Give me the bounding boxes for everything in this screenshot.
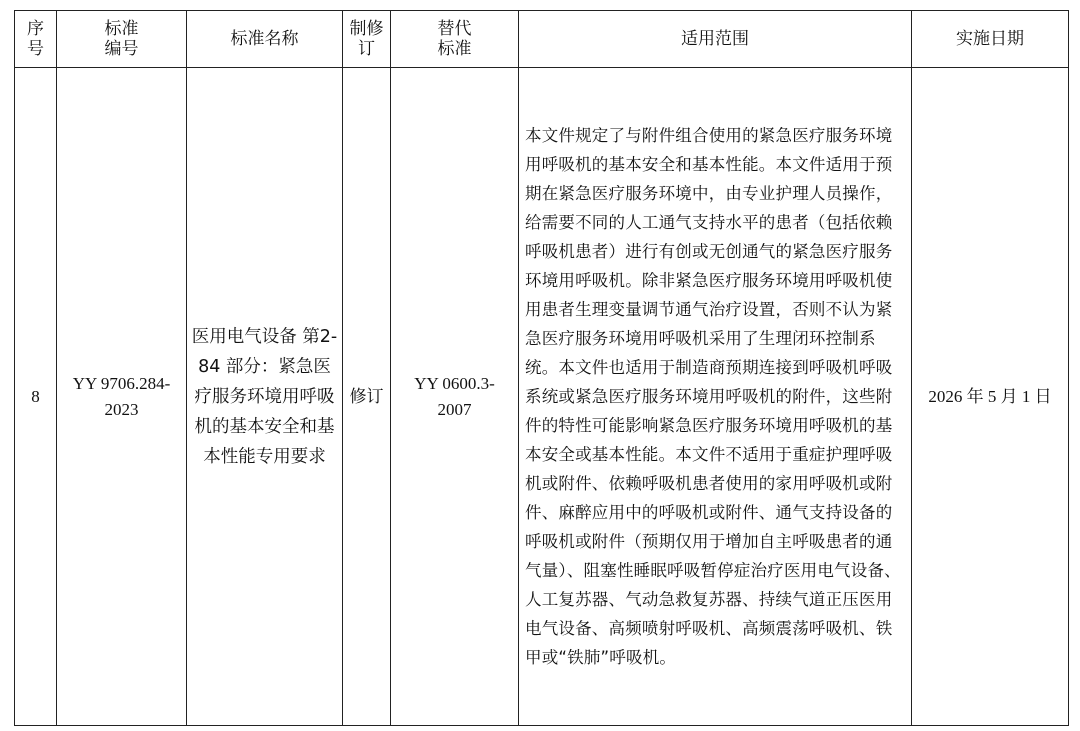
revise-text: 修订 [349,386,384,407]
scope-text: 本文件规定了与附件组合使用的紧急医疗服务环境用呼吸机的基本安全和基本性能。本文件适用于预期在紧急医疗服务环境中，由专业护理人员操作，给需要不同的人工通气支持水平的患者（包括依赖呼吸机患者）进行有创或无创通气的紧急医疗服务环境用呼吸机。除非紧急医疗服务环境用呼吸机使用患者生理变量调节通气治疗设置，否则不认为紧急医疗服务环境用呼吸机采用了生理闭环控制系统。本文件也适用于制造商预期连接到呼吸机呼吸系统或紧急医疗服务环境用呼吸机的附件，这些附件的特性可能影响紧急医疗服务环境用呼吸机的基本安全或基本性能。本文件不适用于重症护理呼吸机或附件、依赖呼吸机患者使用的家用呼吸机或附件、麻醉应用中的呼吸机或附件、通气支持设备的呼吸机或附件（预期仅用于增加自主呼吸患者的通气量）、阻塞性睡眠呼吸暂停症治疗医用电气设备、人工复苏器、气动急救复苏器、持续气道正压医用电气设备、高频喷射呼吸机、高频震荡呼吸机、铁甲或“铁肺”呼吸机。 [525,126,901,667]
standards-table [14,10,1069,726]
header-name: 标准名称 [187,11,343,68]
header-seq-line2: 号 [27,39,44,59]
cell-name [187,68,343,726]
header-row [15,11,1069,68]
cell-replaced-line2: 2007 [437,399,472,419]
standard-name-text: 医用电气设备 第2-84 部分：紧急医疗服务环境用呼吸机的基本安全和基本性能专用要求 [191,326,338,467]
cell-date: 2026 年 5 月 1 日 [912,68,1069,726]
header-replaced-line2: 标准 [437,39,472,59]
header-revise [343,11,391,68]
header-replaced [391,11,519,68]
cell-seq: 8 [15,68,57,726]
table-row [15,68,1069,726]
cell-scope [519,68,912,726]
cell-code-line2: 2023 [104,399,139,419]
header-scope: 适用范围 [519,11,912,68]
cell-code [57,68,187,726]
cell-revise [343,68,391,726]
cell-code-line1: YY 9706.284- [72,373,171,393]
cell-replaced-line1: YY 0600.3- [414,373,495,393]
header-replaced-line1: 替代 [437,19,472,39]
header-code-line2: 编号 [104,39,139,59]
header-seq [15,11,57,68]
header-code-line1: 标准 [104,19,139,39]
header-code [57,11,187,68]
header-revise-line1: 制修 [349,19,384,39]
cell-replaced [391,68,519,726]
header-revise-line2: 订 [358,39,375,59]
header-seq-line1: 序 [27,19,44,39]
header-date: 实施日期 [912,11,1069,68]
